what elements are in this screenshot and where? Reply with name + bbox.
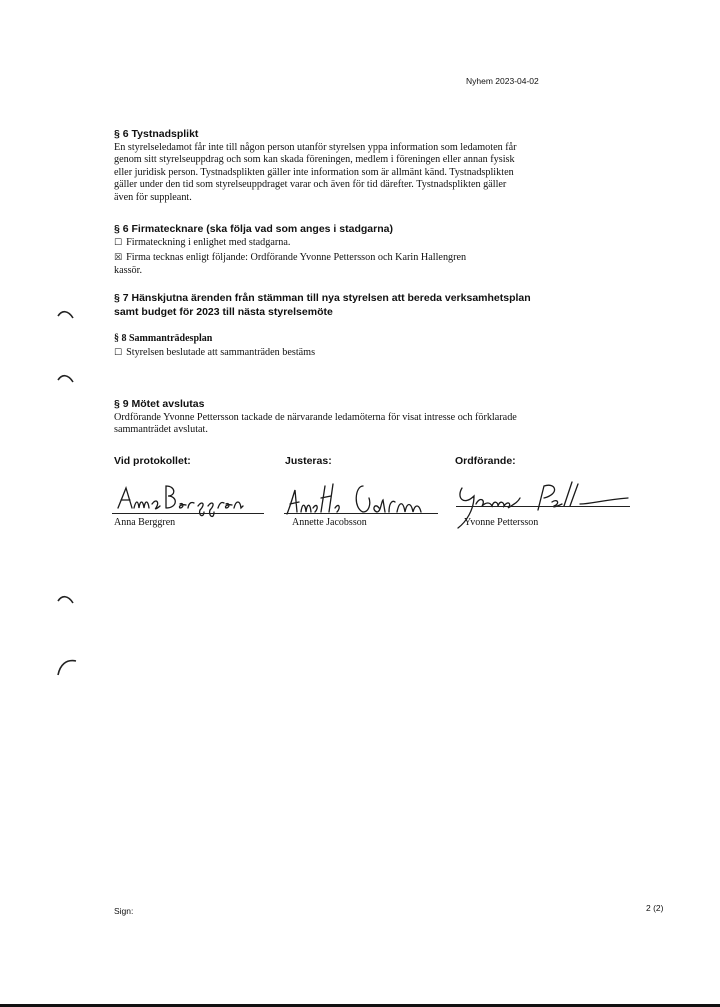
- section-firmatecknare: [114, 223, 604, 277]
- punch-hole-mark: [56, 372, 76, 386]
- checkbox-unchecked: ☐: [114, 347, 123, 358]
- signature-label-secretary: Vid protokollet:: [114, 455, 191, 467]
- body-line: sammanträdet avslutat.: [114, 424, 208, 436]
- checkbox-checked: ☒: [114, 253, 123, 264]
- body-line: genom sitt styrelseuppdrag och som kan skada föreningen, medlem i föreningen eller annan fysisk: [114, 154, 515, 166]
- signature-line: [284, 513, 438, 514]
- signature-line: [112, 513, 264, 514]
- signature-name-chair: Yvonne Pettersson: [464, 517, 539, 528]
- signature-name-secretary: Anna Berggren: [114, 517, 176, 528]
- signature-name-adjuster: Annette Jacobsson: [292, 517, 367, 528]
- section-title: § 6 Tystnadsplikt: [114, 128, 199, 140]
- option-label: Firma tecknas enligt följande: Ordförande Yvonne Pettersson och Karin Hallengren: [126, 252, 467, 264]
- signature-label-chair: Ordförande:: [455, 455, 516, 467]
- section-hanskjutna-arenden: [114, 292, 624, 319]
- body-line: Ordförande Yvonne Pettersson tackade de närvarande ledamöterna för visat intresse och förklarade: [114, 411, 517, 423]
- section-sammantradesplan: [114, 333, 604, 359]
- option-row: [114, 252, 604, 265]
- signature-line: [456, 506, 630, 507]
- section-motet-avslutas: [114, 398, 604, 437]
- section-title: § 9 Mötet avslutas: [114, 398, 205, 410]
- punch-hole-mark: [56, 308, 76, 322]
- section-title: § 8 Sammanträdesplan: [114, 333, 213, 344]
- section-title-line: § 7 Hänskjutna ärenden från stämman till nya styrelsen att bereda verksamhetsplan: [114, 292, 531, 304]
- punch-hole-mark: [56, 593, 76, 607]
- punch-hole-mark: [56, 655, 78, 677]
- checkbox-unchecked: ☐: [114, 237, 123, 248]
- section-title: § 6 Firmatecknare (ska följa vad som anges i stadgarna): [114, 223, 393, 235]
- footer-sign-label: Sign:: [114, 906, 134, 916]
- footer-page-number: 2 (2): [646, 903, 664, 913]
- signature-label-adjuster: Justeras:: [285, 455, 332, 467]
- body-line: eller juridisk person. Tystnadsplikten gäller inte information som är allmänt känd. Tystnadsplikten: [114, 166, 514, 178]
- option-label: Firmateckning i enlighet med stadgarna.: [126, 236, 291, 248]
- option-continuation: kassör.: [114, 264, 143, 276]
- body-line: gäller under den tid som styrelseuppdraget varar och även för tid därefter. Tystnadsplikten gäller: [114, 179, 507, 191]
- header-date: Nyhem 2023-04-02: [466, 76, 539, 86]
- option-label: Styrelsen beslutade att sammanträden bestäms: [126, 346, 316, 358]
- option-row: [114, 347, 604, 360]
- body-line: En styrelseledamot får inte till någon person utanför styrelsen yppa information som ledamoten får: [114, 141, 517, 153]
- body-line: även för suppleant.: [114, 191, 192, 203]
- section-title-line: samt budget för 2023 till nästa styrelsemöte: [114, 305, 333, 318]
- section-tystnadsplikt: [114, 128, 604, 205]
- option-row: [114, 237, 604, 250]
